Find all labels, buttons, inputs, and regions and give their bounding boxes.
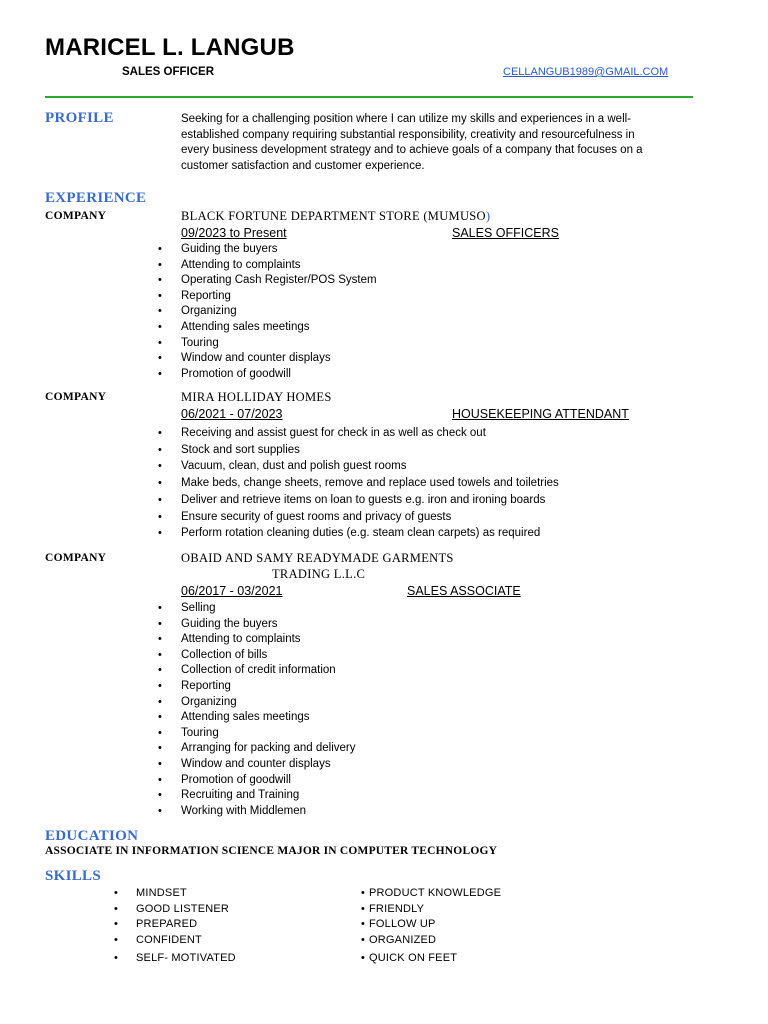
company-name: OBAID AND SAMY READYMADE GARMENTS (181, 551, 454, 565)
duty-item: • Guiding the buyers (158, 617, 356, 633)
job-dates: 06/2021 - 07/2023 (181, 407, 283, 421)
skill-item: • ORGANIZED (361, 933, 501, 949)
duty-list (158, 601, 356, 819)
duty-item: • Promotion of goodwill (158, 367, 377, 383)
duty-item: • Deliver and retrieve items on loan to guests e.g. iron and ironing boards (158, 492, 559, 509)
duty-item: • Promotion of goodwill (158, 773, 356, 789)
profile-text: Seeking for a challenging position where I can utilize my skills and experiences in a well-established company requiring substantial responsibility, creativity and resourcefulness in every business development strategy and to achieve goals of a company that focuses on a customer satisfaction and customer experience. (181, 113, 643, 172)
duty-item: • Reporting (158, 679, 356, 695)
duty-item: • Make beds, change sheets, remove and replace used towels and toiletries (158, 475, 559, 492)
skills-heading: SKILLS (45, 868, 101, 884)
education-degree: ASSOCIATE IN INFORMATION SCIENCE MAJOR IN COMPUTER TECHNOLOGY (45, 845, 498, 857)
job-role: SALES ASSOCIATE (407, 584, 521, 598)
skill-item: • SELF- MOTIVATED (114, 951, 236, 967)
duty-item: • Window and counter displays (158, 757, 356, 773)
duty-list (158, 242, 377, 382)
education-heading: EDUCATION (45, 828, 139, 844)
company-label: COMPANY (45, 391, 107, 403)
skill-item: • MINDSET (114, 886, 236, 902)
duty-item: • Recruiting and Training (158, 788, 356, 804)
skill-item: • FRIENDLY (361, 902, 501, 918)
duty-item: • Guiding the buyers (158, 242, 377, 258)
duty-item: • Ensure security of guest rooms and privacy of guests (158, 509, 559, 526)
duty-item: • Perform rotation cleaning duties (e.g. steam clean carpets) as required (158, 525, 559, 542)
duty-item: • Attending sales meetings (158, 710, 356, 726)
candidate-name: MARICEL L. LANGUB (45, 34, 295, 61)
duty-item: • Selling (158, 601, 356, 617)
skill-item: • PREPARED (114, 917, 236, 933)
email-link[interactable]: CELLANGUB1989@GMAIL.COM (503, 66, 669, 78)
duty-item: • Vacuum, clean, dust and polish guest rooms (158, 458, 559, 475)
skills-list-right (361, 886, 501, 967)
duty-item: • Working with Middlemen (158, 804, 356, 820)
job-role: HOUSEKEEPING ATTENDANT (452, 407, 629, 421)
skill-item: • FOLLOW UP (361, 917, 501, 933)
header-divider (45, 96, 693, 98)
duty-item: • Receiving and assist guest for check in as well as check out (158, 425, 559, 442)
duty-item: • Stock and sort supplies (158, 442, 559, 459)
duty-item: • Window and counter displays (158, 351, 377, 367)
company-label: COMPANY (45, 552, 107, 564)
skill-item: • PRODUCT KNOWLEDGE (361, 886, 501, 902)
job-role: SALES OFFICERS (452, 226, 559, 240)
duty-item: • Attending to complaints (158, 258, 377, 274)
duty-list (158, 425, 559, 542)
duty-item: • Organizing (158, 695, 356, 711)
duty-item: • Attending to complaints (158, 632, 356, 648)
duty-item: • Organizing (158, 304, 377, 320)
skill-item: • QUICK ON FEET (361, 951, 501, 967)
experience-heading: EXPERIENCE (45, 190, 147, 206)
duty-item: • Touring (158, 336, 377, 352)
job-dates: 06/2017 - 03/2021 (181, 584, 283, 598)
job-dates: 09/2023 to Present (181, 226, 287, 240)
company-name: BLACK FORTUNE DEPARTMENT STORE (MUMUSO) (181, 209, 491, 223)
duty-item: • Collection of bills (158, 648, 356, 664)
profile-heading: PROFILE (45, 110, 114, 126)
job-title: SALES OFFICER (122, 66, 215, 78)
company-name: MIRA HOLLIDAY HOMES (181, 390, 332, 404)
duty-item: • Touring (158, 726, 356, 742)
skills-list-left (114, 886, 236, 967)
duty-item: • Operating Cash Register/POS System (158, 273, 377, 289)
duty-item: • Attending sales meetings (158, 320, 377, 336)
company-name-line2: TRADING L.L.C (272, 567, 366, 581)
skill-item: • CONFIDENT (114, 933, 236, 949)
duty-item: • Arranging for packing and delivery (158, 741, 356, 757)
duty-item: • Collection of credit information (158, 663, 356, 679)
duty-item: • Reporting (158, 289, 377, 305)
company-label: COMPANY (45, 210, 107, 222)
skill-item: • GOOD LISTENER (114, 902, 236, 918)
